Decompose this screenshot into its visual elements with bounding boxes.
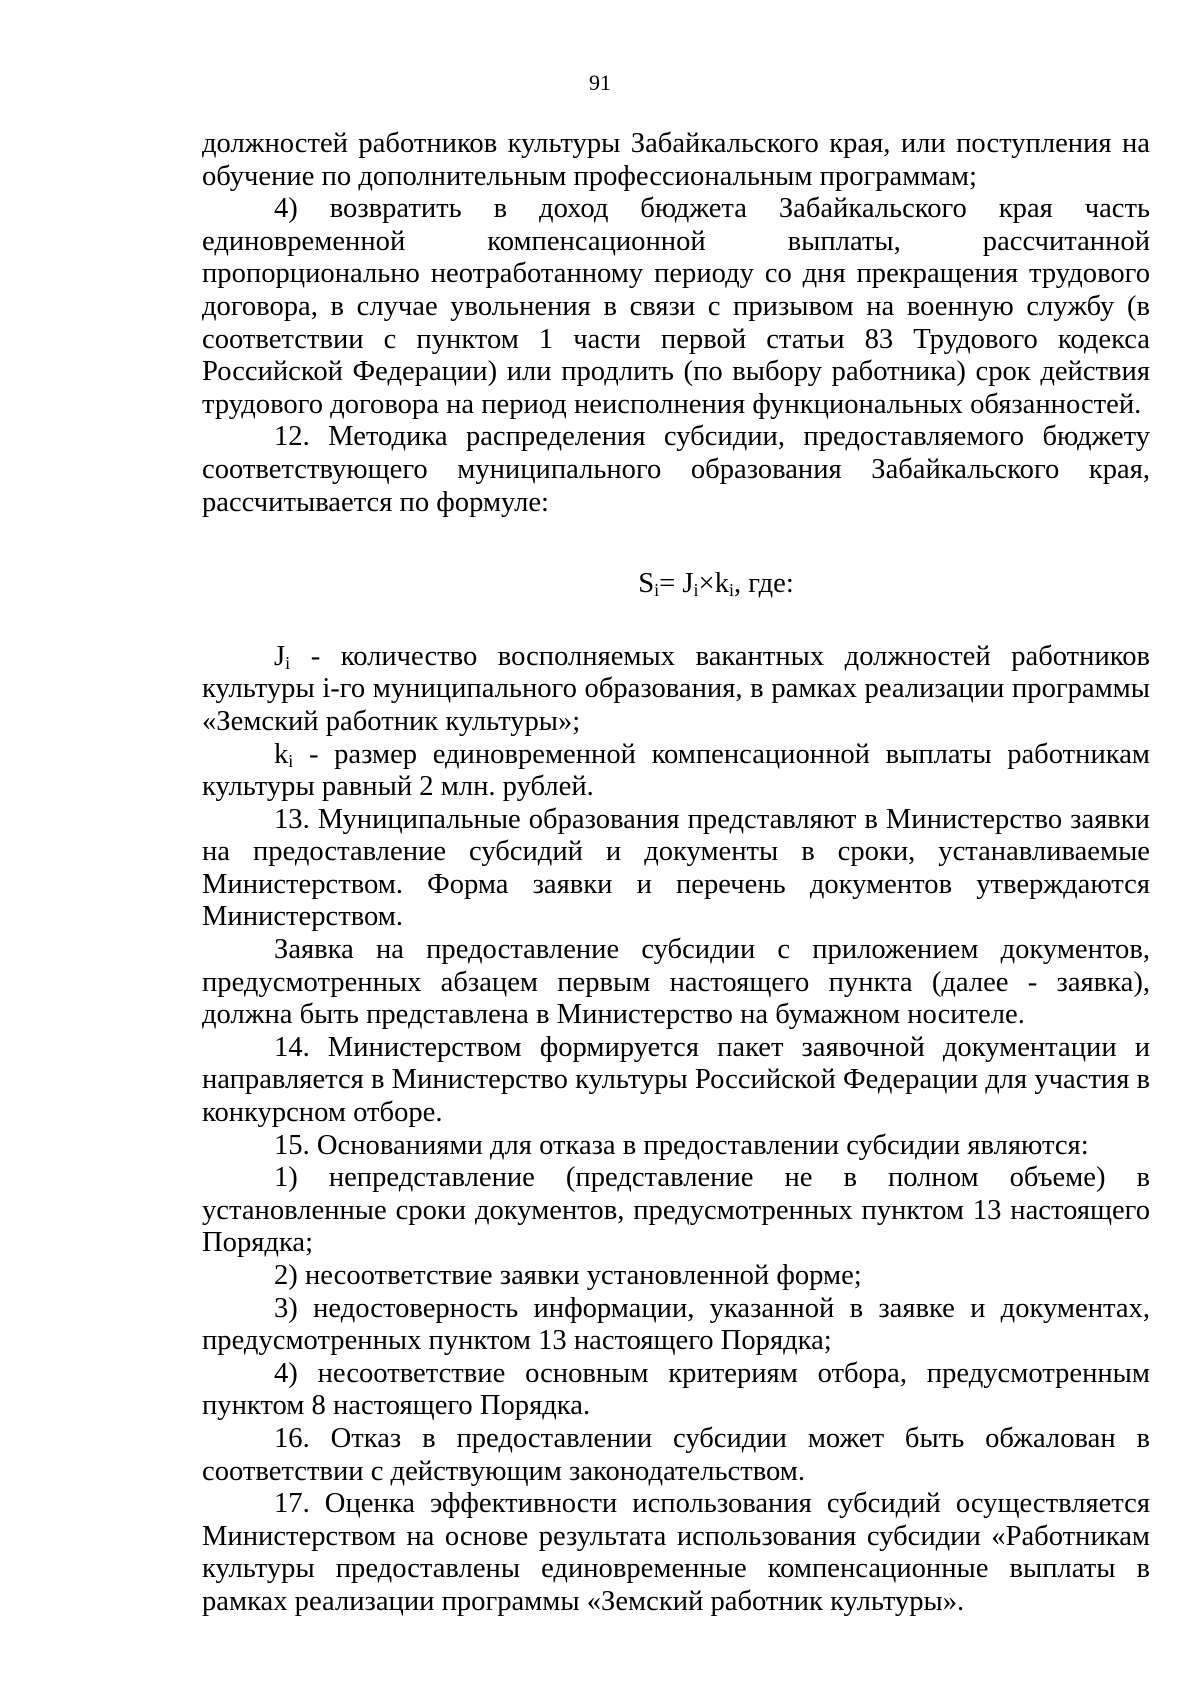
formula-j: J — [682, 568, 694, 600]
formula-k: k — [714, 568, 729, 600]
def-k-text: - размер единовременной компенсационной выплаты работникам культуры равный 2 млн. рублей. — [202, 738, 1150, 803]
formula — [202, 568, 1150, 601]
paragraph-17: 17. Оценка эффективности использования субсидий осуществляется Министерством на основе результата использования субсидии «Работникам культуры предоставлены единовременные компенсационные выплаты в рамках реализации программы «Земский работник культуры». — [202, 1488, 1150, 1617]
paragraph-15-item-3: 3) недостоверность информации, указанной в заявке и документах, предусмотренных пунктом 13 настоящего Порядка; — [202, 1292, 1150, 1357]
paragraph-13-application: Заявка на предоставление субсидии с приложением документов, предусмотренных абзацем первым настоящего пункта (далее - заявка), должна быть представлена в Министерство на бумажном носителе. — [202, 934, 1150, 1031]
paragraph-12: 12. Методика распределения субсидии, предоставляемого бюджету соответствующего муниципального образования Забайкальского края, рассчитывается по формуле: — [202, 421, 1150, 518]
definition-k — [202, 739, 1150, 804]
paragraph-14: 14. Министерством формируется пакет заявочной документации и направляется в Министерство культуры Российской Федерации для участия в конкурсном отборе. — [202, 1031, 1150, 1129]
formula-s: S — [638, 568, 655, 600]
def-j-sub: i — [285, 652, 291, 673]
document-body — [202, 128, 1150, 1619]
paragraph-15-item-4: 4) несоответствие основным критериям отбора, предусмотренным пунктом 8 настоящего Порядка. — [202, 1357, 1150, 1422]
formula-k-sub: i — [728, 580, 734, 601]
def-j-text: - количество восполняемых вакантных должностей работников культуры i-го муниципального образования, в рамках реализации программы «Земский работник культуры»; — [202, 640, 1150, 737]
formula-eq: = — [659, 568, 683, 600]
paragraph-15: 15. Основаниями для отказа в предоставлении субсидии являются: — [274, 1129, 1089, 1161]
def-k-symbol: k — [274, 738, 289, 770]
formula-tail: , где: — [734, 568, 794, 600]
formula-times: × — [698, 568, 715, 600]
paragraph-13: 13. Муниципальные образования представляют в Министерство заявки на предоставление субсидий и документы в сроки, устанавливаемые Министерством. Форма заявки и перечень документов утверждаются Министерством. — [202, 803, 1150, 933]
paragraph-16: 16. Отказ в предоставлении субсидии может быть обжалован в соответствии с действующим законодательством. — [202, 1422, 1150, 1487]
paragraph-15-item-1: 1) непредставление (представление не в полном объеме) в установленные сроки документов, предусмотренных пунктом 13 настоящего Порядка; — [202, 1162, 1150, 1259]
def-j-symbol: J — [274, 640, 286, 672]
def-k-sub: i — [288, 750, 294, 771]
definition-j — [202, 641, 1150, 739]
paragraph-item-4: 4) возвратить в доход бюджета Забайкальского края часть единовременной компенсационной выплаты, рассчитанной пропорционально неотработанному периоду со дня прекращения трудового договора, в случае увольнения в связи с призывом на военную службу (в соответствии с пунктом 1 части первой статьи 83 Трудового кодекса Российской Федерации) или продлить (по выбору работника) срок действия трудового договора на период неисполнения функциональных обязанностей. — [202, 193, 1150, 420]
formula-s-sub: i — [654, 580, 660, 601]
paragraph-continuation: должностей работников культуры Забайкальского края, или поступления на обучение по дополнительным профессиональным программам; — [202, 128, 1150, 192]
formula-j-sub: i — [693, 580, 699, 601]
page-number: 91 — [589, 70, 611, 95]
paragraph-15-item-2: 2) несоответствие заявки установленной форме; — [274, 1260, 862, 1291]
